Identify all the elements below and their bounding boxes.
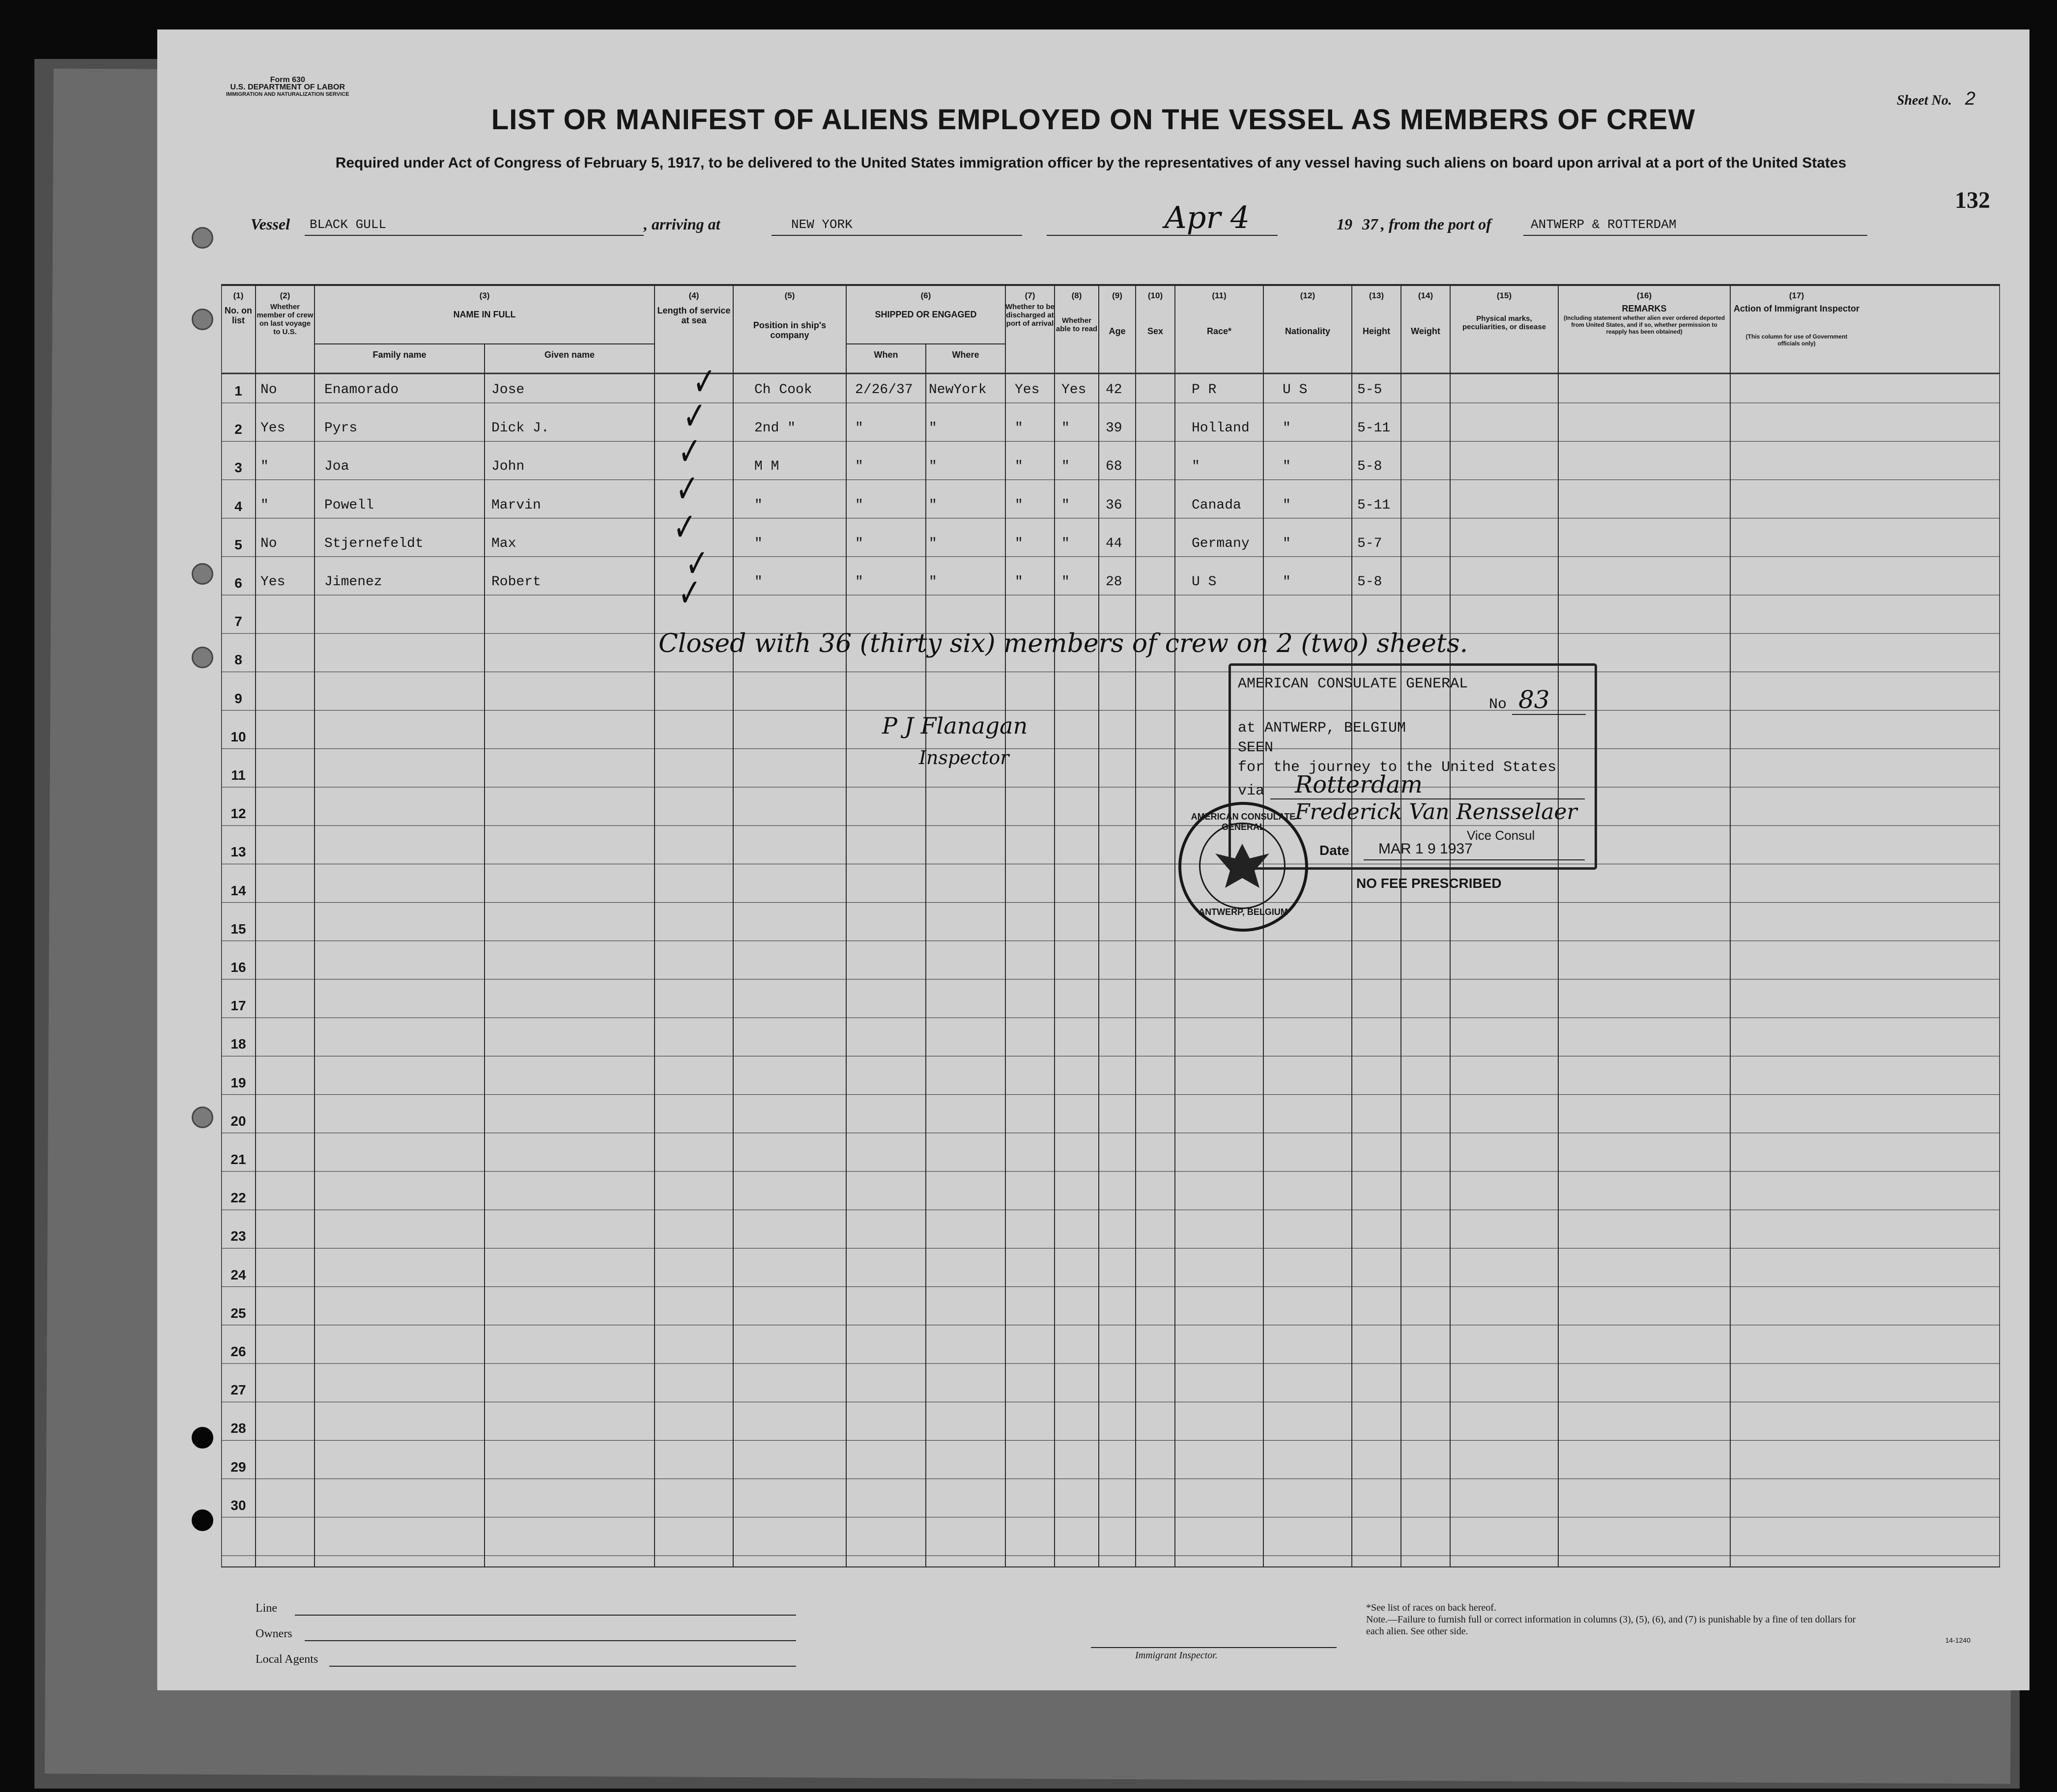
stamp-seen: SEEN [1238, 740, 1274, 756]
row-number: 19 [230, 1075, 246, 1090]
row-number: 8 [234, 652, 242, 668]
page-subtitle: Required under Act of Congress of February 5, 1917, to be delivered to the United States immigration officer by the representatives of any vessel having such aliens on board upon arrival at a port of the United States [335, 155, 1847, 171]
header-sex: Sex [1147, 326, 1164, 336]
cell-nationality: " [1283, 536, 1291, 551]
cell-race: Holland [1192, 421, 1250, 436]
arriving-port: NEW YORK [791, 217, 853, 232]
consulate-seal [1178, 802, 1308, 932]
row-number: 21 [230, 1152, 246, 1167]
stamp-consulate-name: AMERICAN CONSULATE GENERAL [1238, 676, 1468, 692]
cell-race: U S [1192, 574, 1217, 590]
vessel-name: BLACK GULL [310, 217, 387, 232]
closing-note: Closed with 36 (thirty six) members of crew on 2 (two) sheets. [658, 629, 1468, 658]
cell-shipped-where: " [929, 536, 937, 551]
row-number: 20 [230, 1113, 246, 1129]
service-name: IMMIGRATION AND NATURALIZATION SERVICE [226, 91, 349, 97]
cell-able-to-read: " [1061, 421, 1070, 436]
binder-hole [192, 227, 213, 249]
row-number: 22 [230, 1190, 246, 1206]
cell-able-to-read: Yes [1061, 382, 1086, 398]
col-number: (1) [233, 291, 244, 300]
seal-eagle-emblem [1199, 823, 1286, 909]
sheet-number-value: 2 [1965, 88, 1975, 109]
col-number: (16) [1636, 291, 1652, 300]
cell-given-name: Robert [491, 574, 541, 590]
cell-able-to-read: " [1061, 574, 1070, 590]
no-fee-notice: NO FEE PRESCRIBED [1356, 876, 1502, 891]
cell-position: " [754, 497, 763, 513]
cell-age: 68 [1106, 459, 1122, 475]
cell-age: 36 [1106, 497, 1122, 513]
footer-line-underline [295, 1615, 796, 1616]
cell-position: " [754, 574, 763, 590]
stamp-date-label: Date [1319, 843, 1349, 858]
row-number: 29 [230, 1459, 246, 1475]
row-number: 25 [230, 1305, 246, 1321]
inspector-title: Inspector [919, 747, 1009, 768]
cell-height: 5-8 [1357, 459, 1382, 475]
col-number: (2) [280, 291, 290, 300]
cell-height: 5-11 [1357, 497, 1391, 513]
cell-shipped-when: " [855, 536, 863, 551]
cell-discharged: " [1015, 574, 1023, 590]
header-family-name: Family name [372, 350, 427, 360]
cell-shipped-where: " [929, 421, 937, 436]
cell-discharged: " [1015, 497, 1023, 513]
col-number: (7) [1025, 291, 1035, 300]
footer-agents-underline [329, 1666, 796, 1667]
cell-family-name: Jimenez [324, 574, 382, 590]
row-number: 27 [230, 1382, 246, 1398]
header-remarks-note: (Including statement whether alien ever ordered deported from United States, and if so, whether permission to reapply has been obtained) [1563, 314, 1725, 335]
stamp-location: at ANTWERP, BELGIUM [1238, 720, 1406, 737]
col-number: (17) [1789, 291, 1804, 300]
sheet-number-label: Sheet No. [1896, 93, 1952, 108]
row-number: 3 [234, 460, 242, 476]
cell-race: " [1192, 459, 1200, 475]
cell-nationality: " [1283, 421, 1291, 436]
header-nationality: Nationality [1285, 326, 1330, 336]
row-number: 9 [234, 690, 242, 706]
arriving-label: , arriving at [644, 215, 720, 233]
row-number: 18 [230, 1036, 246, 1052]
row-number: 4 [234, 498, 242, 514]
footer-inspector-underline [1091, 1647, 1337, 1648]
arrival-date-handwritten: Apr 4 [1165, 199, 1250, 235]
col-number: (6) [920, 291, 931, 300]
col-number: (13) [1369, 291, 1384, 300]
cell-last-voyage: " [260, 497, 269, 513]
row-number: 23 [230, 1228, 246, 1244]
cell-given-name: Dick J. [491, 421, 549, 436]
row-number: 15 [230, 921, 246, 937]
year-prefix: 19 [1337, 215, 1352, 233]
row-number: 2 [234, 422, 242, 437]
cell-race: Germany [1192, 536, 1250, 551]
stamp-vice-consul: Vice Consul [1467, 828, 1535, 843]
header-last-voyage: Whether member of crew on last voyage to U.S. [257, 303, 314, 336]
cell-height: 5-8 [1357, 574, 1382, 590]
seal-bottom-text: ANTWERP, BELGIUM [1199, 907, 1288, 917]
header-no-on-list: No. on list [225, 306, 252, 325]
header-length-of-service: Length of service at sea [657, 306, 731, 325]
stamp-date-value: MAR 1 9 1937 [1378, 841, 1473, 857]
row-number: 5 [234, 537, 242, 552]
stamp-number-underline [1512, 714, 1586, 715]
binder-hole [192, 647, 213, 668]
col-number: (15) [1496, 291, 1512, 300]
vice-consul-signature: Frederick Van Rensselaer [1295, 799, 1577, 825]
header-position: Position in ship's company [753, 320, 827, 340]
from-port: ANTWERP & ROTTERDAM [1531, 217, 1677, 232]
check-mark: ✓ [686, 540, 709, 586]
check-mark: ✓ [678, 570, 701, 616]
check-mark: ✓ [683, 393, 706, 439]
cell-able-to-read: " [1061, 497, 1070, 513]
cell-discharged: " [1015, 421, 1023, 436]
binder-hole [192, 1509, 213, 1531]
binder-hole [192, 1427, 213, 1449]
page-number: 132 [1955, 187, 1990, 213]
col-number: (8) [1071, 291, 1082, 300]
cell-given-name: Jose [491, 382, 525, 398]
cell-shipped-when: " [855, 574, 863, 590]
cell-able-to-read: " [1061, 459, 1070, 475]
from-underline [1523, 235, 1867, 236]
cell-position: M M [754, 459, 779, 475]
header-given-name: Given name [544, 350, 595, 360]
cell-family-name: Pyrs [324, 421, 358, 436]
row-number: 24 [230, 1267, 246, 1282]
from-label: , from the port of [1381, 215, 1491, 233]
row-number: 10 [230, 729, 246, 744]
cell-nationality: " [1283, 497, 1291, 513]
check-mark: ✓ [676, 466, 699, 512]
cell-nationality: " [1283, 574, 1291, 590]
arriving-underline [771, 235, 1022, 236]
header-when: When [874, 350, 898, 360]
col-number: (3) [479, 291, 490, 300]
cell-able-to-read: " [1061, 536, 1070, 551]
binder-hole [192, 563, 213, 585]
footer-owners-underline [305, 1640, 796, 1641]
row-number: 17 [230, 998, 246, 1014]
col-number: (5) [784, 291, 795, 300]
cell-age: 28 [1106, 574, 1122, 590]
cell-discharged: " [1015, 536, 1023, 551]
page-title: LIST OR MANIFEST OF ALIENS EMPLOYED ON THE VESSEL AS MEMBERS OF CREW [491, 104, 1696, 136]
col-number: (11) [1212, 291, 1227, 300]
footer-notes [1366, 1602, 1857, 1637]
header-weight: Weight [1411, 326, 1440, 336]
cell-given-name: John [491, 459, 525, 475]
cell-position: Ch Cook [754, 382, 812, 398]
header-inspector-action: Action of Immigrant Inspector [1733, 304, 1860, 313]
cell-race: P R [1192, 382, 1217, 398]
year-suffix: 37 [1362, 215, 1378, 233]
header-able-to-read: Whether able to read [1056, 316, 1098, 333]
cell-age: 44 [1106, 536, 1122, 551]
check-mark: ✓ [678, 428, 701, 474]
cell-race: Canada [1192, 497, 1241, 513]
cell-given-name: Max [491, 536, 516, 551]
col-number: (12) [1300, 291, 1315, 300]
row-number: 13 [230, 844, 246, 860]
note-races: *See list of races on back hereof. [1366, 1602, 1496, 1613]
vessel-line [251, 199, 1921, 240]
cell-last-voyage: Yes [260, 574, 286, 590]
eagle-icon [1200, 824, 1284, 908]
col-number: (4) [688, 291, 699, 300]
seal-top-text: AMERICAN CONSULATE GENERAL [1191, 812, 1296, 832]
header-where: Where [952, 350, 979, 360]
cell-last-voyage: " [260, 459, 269, 475]
cell-last-voyage: Yes [260, 421, 286, 436]
row-number: 28 [230, 1421, 246, 1436]
header-age: Age [1109, 326, 1126, 336]
row-number: 30 [230, 1497, 246, 1513]
form-code: 14-1240 [1945, 1636, 1971, 1644]
stamp-number-label: No [1489, 696, 1507, 713]
header-discharged: Whether to be discharged at port of arrival [1005, 303, 1055, 328]
cell-shipped-where: " [929, 459, 937, 475]
cell-age: 39 [1106, 421, 1122, 436]
stamp-date-underline [1364, 859, 1585, 860]
cell-family-name: Enamorado [324, 382, 399, 398]
stamp-journey: for the journey to the United States [1238, 759, 1557, 776]
cell-nationality: U S [1283, 382, 1308, 398]
row-number: 11 [231, 768, 246, 783]
binder-hole [192, 309, 213, 330]
row-number: 14 [230, 882, 246, 898]
form-number: Form 630 [270, 76, 305, 84]
header-race: Race* [1206, 326, 1232, 336]
table-lines [221, 246, 2000, 1567]
stamp-number-value: 83 [1518, 685, 1550, 714]
cell-shipped-when: 2/26/37 [855, 382, 913, 398]
crew-table [221, 246, 2000, 1567]
department-name: U.S. DEPARTMENT OF LABOR [230, 83, 345, 91]
header-inspector-note: (This column for use of Government officials only) [1745, 333, 1848, 347]
cell-discharged: Yes [1015, 382, 1040, 398]
cell-shipped-where: " [929, 497, 937, 513]
cell-shipped-when: " [855, 459, 863, 475]
cell-height: 5-7 [1357, 536, 1382, 551]
cell-age: 42 [1106, 382, 1122, 398]
cell-height: 5-11 [1357, 421, 1391, 436]
cell-last-voyage: No [260, 536, 277, 551]
row-number: 16 [230, 960, 246, 975]
row-number: 26 [230, 1344, 246, 1359]
cell-shipped-when: " [855, 497, 863, 513]
header-remarks: REMARKS [1622, 304, 1667, 313]
row-number: 6 [234, 575, 242, 591]
cell-shipped-where: " [929, 574, 937, 590]
inspector-signature: P J Flanagan [882, 712, 1028, 739]
date-underline [1047, 235, 1278, 236]
cell-position: 2nd " [754, 421, 796, 436]
binder-hole [192, 1107, 213, 1128]
check-mark: ✓ [673, 504, 696, 550]
form-identifier [226, 76, 349, 98]
row-number: 12 [230, 806, 246, 822]
footer-owners-label: Owners [256, 1627, 292, 1640]
cell-height: 5-5 [1357, 382, 1382, 398]
cell-family-name: Powell [324, 497, 374, 513]
footer-line-label: Line [256, 1602, 277, 1615]
stamp-via-label: via [1238, 783, 1265, 799]
cell-shipped-when: " [855, 421, 863, 436]
check-mark: ✓ [693, 359, 716, 404]
col-number: (10) [1147, 291, 1163, 300]
cell-given-name: Marvin [491, 497, 541, 513]
vessel-underline [305, 235, 644, 236]
stamp-via-value: Rotterdam [1295, 771, 1423, 798]
cell-shipped-where: NewYork [929, 382, 987, 398]
cell-discharged: " [1015, 459, 1023, 475]
cell-family-name: Stjernefeldt [324, 536, 424, 551]
header-name-in-full: NAME IN FULL [453, 310, 516, 319]
header-shipped-or-engaged: SHIPPED OR ENGAGED [875, 310, 977, 319]
manifest-sheet [157, 29, 2029, 1690]
cell-family-name: Joa [324, 459, 349, 475]
cell-last-voyage: No [260, 382, 277, 398]
cell-nationality: " [1283, 459, 1291, 475]
col-number: (14) [1418, 291, 1433, 300]
header-physical-marks: Physical marks, peculiarities, or disease [1462, 314, 1546, 331]
footer-agents-label: Local Agents [256, 1653, 318, 1666]
vessel-label: Vessel [251, 215, 290, 233]
row-number: 1 [234, 383, 242, 398]
note-penalty: Note.—Failure to furnish full or correct information in columns (3), (5), (6), and (7) is punishable by a fine of ten dollars for each alien. See other side. [1366, 1614, 1856, 1637]
row-number: 7 [234, 614, 242, 629]
footer-inspector-label: Immigrant Inspector. [1135, 1650, 1218, 1661]
col-number: (9) [1112, 291, 1122, 300]
header-height: Height [1363, 326, 1390, 336]
cell-position: " [754, 536, 763, 551]
